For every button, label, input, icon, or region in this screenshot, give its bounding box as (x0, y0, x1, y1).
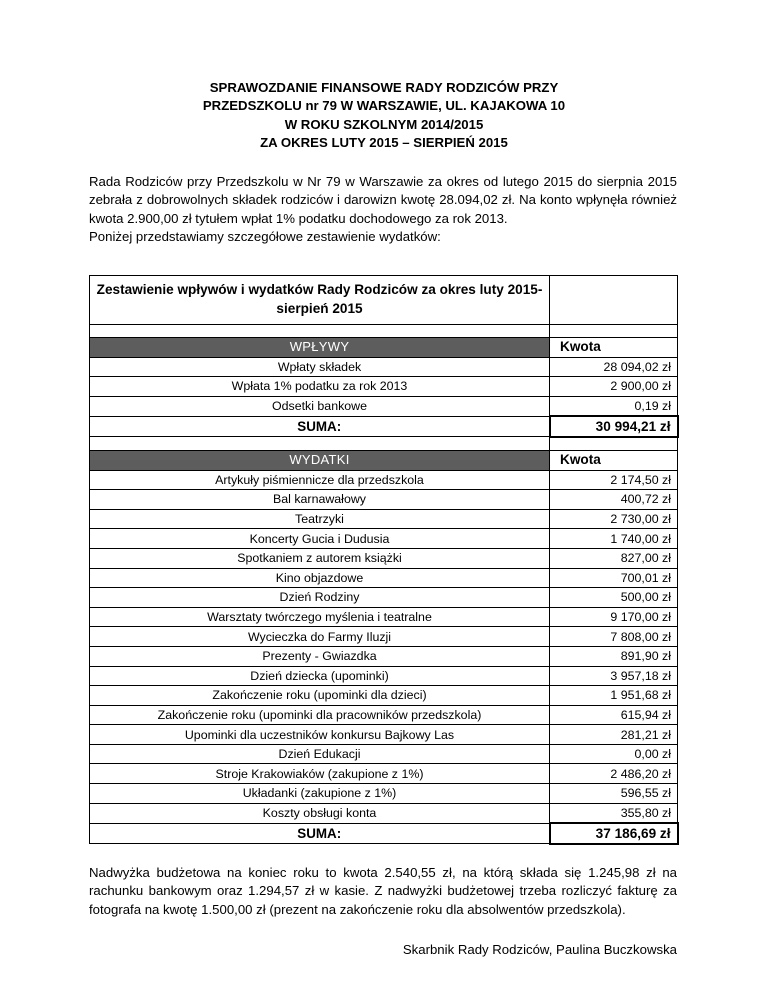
expense-row (90, 490, 678, 510)
income-row (90, 377, 678, 397)
table-title-empty-cell (550, 276, 678, 325)
title-line-3: W ROKU SZKOLNYM 2014/2015 (284, 116, 484, 132)
spacer-row (90, 325, 678, 338)
expense-row (90, 568, 678, 588)
expense-item-name: Koncerty Gucia i Dudusia (90, 529, 550, 549)
income-row (90, 357, 678, 377)
expense-item-amount: 700,01 zł (550, 568, 678, 588)
expense-item-amount: 9 170,00 zł (550, 607, 678, 627)
income-sum-row (90, 416, 678, 437)
income-item-name: Wpłata 1% podatku za rok 2013 (90, 377, 550, 397)
income-item-amount: 28 094,02 zł (550, 357, 678, 377)
income-item-amount: 2 900,00 zł (550, 377, 678, 397)
expense-item-amount: 2 174,50 zł (550, 470, 678, 490)
footer-paragraph: Nadwyżka budżetowa na koniec roku to kwota 2.540,55 zł, na którą składa się 1.245,98 zł na rachunku bankowym oraz 1.294,57 zł w kasie. Z nadwyżki budżetowej trzeba rozliczyć fakturę za fotografa na kwotę 1.500,00 zł (prezent na zakończenie roku dla absolwentów przedszkola). (89, 865, 677, 917)
expense-item-name: Artykuły piśmiennicze dla przedszkola (90, 470, 550, 490)
expense-row (90, 764, 678, 784)
expense-row (90, 509, 678, 529)
expense-item-amount: 355,80 zł (550, 803, 678, 823)
expense-row (90, 784, 678, 804)
expense-item-name: Bal karnawałowy (90, 490, 550, 510)
income-item-name: Odsetki bankowe (90, 396, 550, 416)
expenses-header-row (90, 450, 678, 470)
expense-item-amount: 400,72 zł (550, 490, 678, 510)
expense-item-amount: 7 808,00 zł (550, 627, 678, 647)
expense-row (90, 705, 678, 725)
expense-item-name: Upominki dla uczestników konkursu Bajkowy Las (90, 725, 550, 745)
expense-row (90, 529, 678, 549)
expenses-sum-label: SUMA: (90, 823, 550, 844)
expense-row (90, 588, 678, 608)
finance-table (89, 275, 679, 845)
expense-row (90, 744, 678, 764)
expense-item-amount: 615,94 zł (550, 705, 678, 725)
expense-item-amount: 596,55 zł (550, 784, 678, 804)
expense-row (90, 686, 678, 706)
expense-item-amount: 827,00 zł (550, 548, 678, 568)
expense-row (90, 803, 678, 823)
expense-item-name: Układanki (zakupione z 1%) (90, 784, 550, 804)
title-line-1: SPRAWOZDANIE FINANSOWE RADY RODZICÓW PRZY (209, 80, 559, 95)
expense-item-amount: 2 730,00 zł (550, 509, 678, 529)
expense-item-name: Zakończenie roku (upominki dla pracowników przedszkola) (90, 705, 550, 725)
expense-item-name: Spotkaniem z autorem książki (90, 548, 550, 568)
expenses-header: WYDATKI (90, 450, 550, 470)
title-line-4: ZA OKRES LUTY 2015 – SIERPIEŃ 2015 (260, 134, 508, 150)
expense-row (90, 548, 678, 568)
expense-item-name: Kino objazdowe (90, 568, 550, 588)
table-title: Zestawienie wpływów i wydatków Rady Rodziców za okres luty 2015- sierpień 2015 (90, 276, 550, 325)
expense-item-amount: 2 486,20 zł (550, 764, 678, 784)
expense-item-name: Wycieczka do Farmy Iluzji (90, 627, 550, 647)
income-header: WPŁYWY (90, 338, 550, 358)
expense-row (90, 646, 678, 666)
expense-item-name: Warsztaty twórczego myślenia i teatralne (90, 607, 550, 627)
income-sum-label: SUMA: (90, 416, 550, 437)
expense-item-name: Prezenty - Gwiazdka (90, 646, 550, 666)
intro-text (89, 173, 677, 246)
title-line-2: PRZEDSZKOLU nr 79 W WARSZAWIE, UL. KAJAKOWA 10 (202, 98, 566, 114)
expense-row (90, 607, 678, 627)
expense-item-name: Teatrzyki (90, 509, 550, 529)
expense-item-name: Zakończenie roku (upominki dla dzieci) (90, 686, 550, 706)
expense-item-amount: 500,00 zł (550, 588, 678, 608)
footer-text (89, 864, 677, 919)
expense-item-name: Dzień dziecka (upominki) (90, 666, 550, 686)
expense-item-amount: 1 740,00 zł (550, 529, 678, 549)
finance-table-container (89, 275, 677, 845)
income-row (90, 396, 678, 416)
expense-item-name: Dzień Rodziny (90, 588, 550, 608)
expense-item-name: Koszty obsługi konta (90, 803, 550, 823)
expense-row (90, 725, 678, 745)
expense-row (90, 666, 678, 686)
expense-item-amount: 0,00 zł (550, 744, 678, 764)
spacer-row (90, 437, 678, 451)
expenses-sum-row (90, 823, 678, 844)
intro-paragraph: Rada Rodziców przy Przedszkolu w Nr 79 w Warszawie za okres od lutego 2015 do sierpnia 2015 zebrała z dobrowolnych składek rodziców i darowizn kwotę 28.094,02 zł. Na konto wpłynęła również kwota 2.900,00 zł tytułem wpłat 1% podatku dochodowego za rok 2013. (89, 174, 677, 226)
document-title (0, 79, 768, 152)
signature: Skarbnik Rady Rodziców, Paulina Buczkowska (402, 942, 677, 957)
income-header-row (90, 338, 678, 358)
income-item-name: Wpłaty składek (90, 357, 550, 377)
table-title-row (90, 276, 678, 325)
expenses-sum-value: 37 186,69 zł (550, 823, 678, 844)
income-sum-value: 30 994,21 zł (550, 416, 678, 437)
expense-item-amount: 891,90 zł (550, 646, 678, 666)
expense-item-amount: 3 957,18 zł (550, 666, 678, 686)
expenses-amount-header: Kwota (550, 450, 678, 470)
expense-item-amount: 1 951,68 zł (550, 686, 678, 706)
income-item-amount: 0,19 zł (550, 396, 678, 416)
expense-item-name: Stroje Krakowiaków (zakupione z 1%) (90, 764, 550, 784)
expense-row (90, 627, 678, 647)
intro-line: Poniżej przedstawiamy szczegółowe zestawienie wydatków: (89, 228, 441, 244)
expense-row (90, 470, 678, 490)
expense-item-amount: 281,21 zł (550, 725, 678, 745)
expense-item-name: Dzień Edukacji (90, 744, 550, 764)
income-amount-header: Kwota (550, 338, 678, 358)
